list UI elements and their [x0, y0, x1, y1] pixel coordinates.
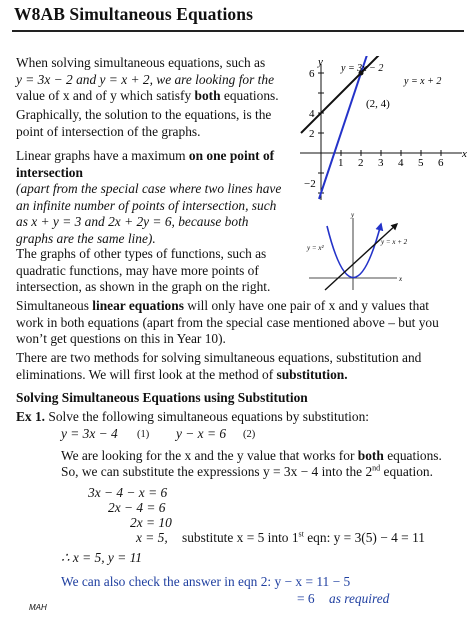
equation-1-number: (1)	[137, 429, 150, 440]
graph2-line-label: y = x + 2	[381, 238, 408, 246]
footer-initials: MAH	[29, 603, 47, 612]
simultaneous-line-3: won’t get questions on this in Year 10).	[16, 331, 226, 346]
title-divider	[12, 30, 464, 32]
simultaneous-line-1b: linear equations	[92, 298, 184, 313]
parabola-label: y = x²	[307, 244, 324, 252]
graph2-x-label: x	[399, 275, 403, 283]
y-tick-4: 4	[309, 108, 315, 120]
explanation-1c: equations.	[383, 448, 442, 463]
methods-line-2b: substitution.	[276, 366, 348, 382]
graphical-line-2: point of intersection of the graphs.	[16, 123, 201, 139]
methods-line-1: There are two methods for solving simultaneous equations, substitution and	[16, 350, 422, 365]
linear-line-2: intersection	[16, 164, 83, 180]
explanation-line-2	[61, 464, 466, 481]
intersection-label: (2, 4)	[366, 98, 390, 110]
intro-paragraph	[16, 55, 302, 105]
x-tick-4: 4	[398, 157, 404, 169]
answer: ∴ x = 5, y = 11	[61, 550, 143, 565]
example-instruction-text: Solve the following simultaneous equations by substitution:	[45, 409, 369, 424]
intro-line-3c: equations.	[220, 88, 279, 103]
equation-2: y − x = 6	[176, 426, 227, 441]
step-4: x = 5,	[136, 530, 168, 545]
step-1: 3x − 4 − x = 6	[88, 485, 168, 500]
linear-line-1b: on one point of	[188, 148, 275, 163]
simultaneous-line-1c: will only have one pair of x and y values that	[183, 298, 429, 313]
step-4-subst-a: substitute x = 5 into 1	[182, 530, 299, 545]
step-2: 2x − 4 = 6	[108, 500, 166, 515]
graphical-paragraph	[16, 107, 302, 140]
linear-line-3: (apart from the special case where two lines have	[16, 181, 282, 196]
linear-line-6: graphs are the same line).	[16, 230, 156, 246]
x-tick-2: 2	[358, 157, 364, 169]
linear-intersection-graph	[300, 56, 470, 202]
example-instruction	[16, 409, 466, 426]
simultaneous-line-1a: Simultaneous	[16, 298, 93, 313]
intro-both: both	[194, 88, 221, 103]
simultaneous-line-1	[16, 298, 466, 315]
other-paragraph	[16, 246, 306, 296]
parabola-y-x-squared	[327, 224, 381, 278]
intro-line-3a: value of x and of y which satisfy	[16, 88, 195, 103]
x-tick-6: 6	[438, 157, 444, 169]
explanation-1b: both	[357, 448, 384, 463]
graph2-y-label: y	[351, 211, 355, 219]
intro-line-1: When solving simultaneous equations, such as	[16, 55, 266, 70]
x-axis-label: x	[462, 148, 467, 160]
equation-2-number: (2)	[243, 429, 256, 440]
explanation-2b: equation.	[380, 464, 433, 479]
simultaneous-line-2: work in both equations (apart from the special case mentioned above – but you	[16, 314, 439, 330]
y-tick-2: 2	[309, 128, 315, 140]
section-heading: Solving Simultaneous Equations using Substitution	[16, 390, 308, 405]
step-3: 2x = 10	[130, 515, 172, 530]
y-axis-label: y	[318, 56, 323, 68]
check-line-1: We can also check the answer in eqn 2: y − x = 11 − 5	[61, 574, 351, 589]
simultaneous-paragraph	[16, 298, 466, 348]
graphical-line-1: Graphically, the solution to the equations, is the	[16, 107, 272, 122]
explanation-2a: So, we can substitute the expressions y = 3x − 4 into the 2	[61, 464, 373, 479]
equation-1: y = 3x − 4	[61, 426, 118, 441]
linear-line-5: as x + y = 3 and 2x + 2y = 6, because both	[16, 214, 249, 229]
explanation-line-1	[61, 448, 466, 465]
linear-line-4: an infinite number of points of intersection, such	[16, 197, 277, 213]
step-4-subst-b: eqn: y = 3(5) − 4 = 11	[303, 530, 425, 545]
x-tick-1: 1	[338, 157, 344, 169]
x-tick-3: 3	[378, 157, 384, 169]
step-4-substitution	[182, 530, 466, 547]
line-y-3x-minus-2	[319, 56, 377, 199]
linear-line-1a: Linear graphs have a maximum	[16, 148, 189, 163]
x-tick-5: 5	[418, 157, 424, 169]
y-tick-6: 6	[309, 68, 315, 80]
linear-line-1	[16, 148, 306, 165]
other-line-3: intersection, as shown in the graph on the right.	[16, 279, 271, 294]
line1-label: y = 3x − 2	[341, 63, 384, 74]
check-as-required: as required	[329, 591, 390, 606]
y-tick-neg2: −2	[304, 178, 316, 190]
methods-paragraph	[16, 350, 466, 383]
example-label: Ex 1.	[16, 409, 46, 424]
intro-line-2: y = 3x − 2 and y = x + 2, we are looking for the	[16, 71, 275, 87]
other-line-1: The graphs of other types of functions, such as	[16, 246, 267, 261]
check-equals: = 6	[297, 591, 315, 606]
methods-line-2	[16, 367, 466, 384]
step-4-sup: st	[298, 529, 304, 539]
methods-line-2a: eliminations. We will first look at the method of	[16, 366, 277, 382]
linear-paragraph	[16, 148, 306, 247]
page-title: W8AB Simultaneous Equations	[14, 4, 254, 24]
line2-label: y = x + 2	[404, 76, 442, 87]
graph1-ticks	[318, 73, 441, 193]
other-line-2: quadratic functions, may have more points of	[16, 262, 259, 278]
intro-line-3	[16, 88, 302, 105]
explanation-1a: We are looking for the x and the y value that works for	[61, 448, 358, 463]
explanation-2-sup: nd	[372, 463, 381, 473]
quadratic-intersection-graph	[305, 210, 413, 292]
